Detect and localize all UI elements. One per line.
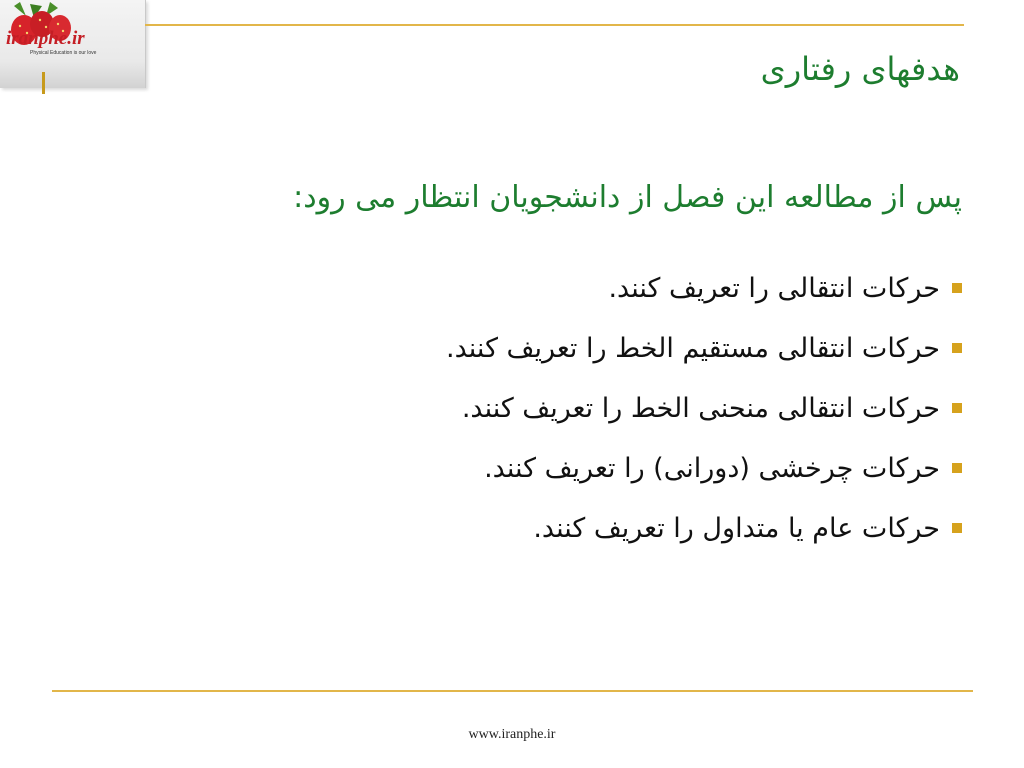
logo [0,0,146,88]
bullet-list [446,258,962,558]
footer-url: www.iranphe.ir [468,727,556,742]
square-bullet-icon [952,463,962,473]
list-item [446,318,962,378]
square-bullet-icon [952,523,962,533]
square-bullet-icon [952,343,962,353]
list-item-text: حرکات چرخشی (دورانی) را تعریف کنند. [484,452,940,484]
square-bullet-icon [952,403,962,413]
intro-text: پس از مطالعه این فصل از دانشجویان انتظار می رود: [293,180,962,215]
strawberry-logo-icon [0,0,145,88]
top-divider [145,24,964,26]
list-item [446,378,962,438]
accent-mark [42,72,45,94]
square-bullet-icon [952,283,962,293]
list-item-text: حرکات انتقالی را تعریف کنند. [608,272,940,304]
list-item [446,438,962,498]
list-item [446,258,962,318]
list-item [446,498,962,558]
list-item-text: حرکات انتقالی منحنی الخط را تعریف کنند. [461,392,940,424]
bottom-divider [52,690,973,692]
logo-tagline: Physical Education is our love [30,50,97,56]
logo-brand-text: iranphe.ir [6,28,85,49]
list-item-text: حرکات انتقالی مستقیم الخط را تعریف کنند. [446,332,940,364]
slide-title: هدفهای رفتاری [760,50,960,88]
list-item-text: حرکات عام یا متداول را تعریف کنند. [533,512,940,544]
